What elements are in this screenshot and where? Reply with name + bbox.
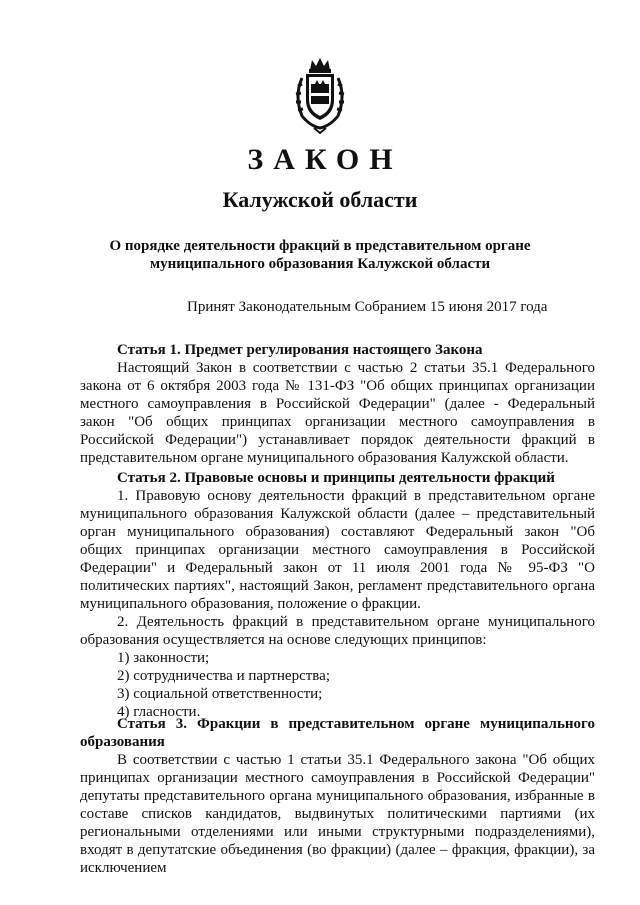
article-2-title: Статья 2. Правовые основы и принципы деятельности фракций — [117, 470, 555, 486]
document-title: ЗАКОН — [247, 143, 403, 176]
article-2-paragraph-1: 1. Правовую основу деятельности фракций в представительном органе муниципального образования Калужской области (далее – представительный орган муниципального образования) составляют Федеральный закон "Об общих принципах организации местного самоуправления в Российской Федерации" и Федеральный закон от 11 июля 2001 года № 95-ФЗ "О политических партиях", настоящий Закон, регламент представительного органа муниципального образования, положение о фракции. — [80, 488, 595, 612]
principle-item: 4) гласности. — [117, 704, 201, 720]
coat-of-arms-icon — [288, 56, 352, 134]
article-2 — [80, 469, 595, 721]
article-3 — [80, 715, 595, 877]
document-region: Калужской области — [222, 187, 418, 212]
law-heading-line-2: муниципального образования Калужской области — [149, 256, 491, 272]
article-1 — [80, 341, 595, 467]
article-1-title: Статья 1. Предмет регулирования настоящего Закона — [117, 342, 483, 358]
principle-item: 1) законности; — [117, 650, 210, 666]
article-3-text: В соответствии с частью 1 статьи 35.1 Федерального закона "Об общих принципах организации местного самоуправления в Российской Федерации" депутаты представительного органа муниципального образования, избранные в составе списков кандидатов, выдвинутых политическими партиями (их региональными отделениями или иными структурными подразделениями), входят в депутатские объединения (во фракции) (далее – фракция, фракции), за исключением — [80, 752, 595, 876]
article-2-paragraph-2: 2. Деятельность фракций в представительном органе муниципального образования осуществляется на основе следующих принципов: — [80, 614, 595, 648]
article-3-title: Статья 3. Фракции в представительном органе муниципального образования — [80, 716, 595, 750]
article-1-text: Настоящий Закон в соответствии с частью 2 статьи 35.1 Федерального закона от 6 октября 2003 года № 131-ФЗ "Об общих принципах организации местного самоуправления в Российской Федерации" (далее - Федеральный закон "Об общих принципах организации местного самоуправления в Российской Федерации") устанавливает порядок деятельности фракций в представительном органе муниципального образования Калужской области. — [80, 360, 595, 466]
law-heading-line-1: О порядке деятельности фракций в представительном органе — [109, 238, 531, 254]
principle-item: 3) социальной ответственности; — [117, 686, 323, 702]
adoption-note: Принят Законодательным Собранием 15 июня 2017 года — [187, 299, 548, 315]
law-heading — [100, 237, 540, 273]
principle-item: 2) сотрудничества и партнерства; — [117, 668, 330, 684]
